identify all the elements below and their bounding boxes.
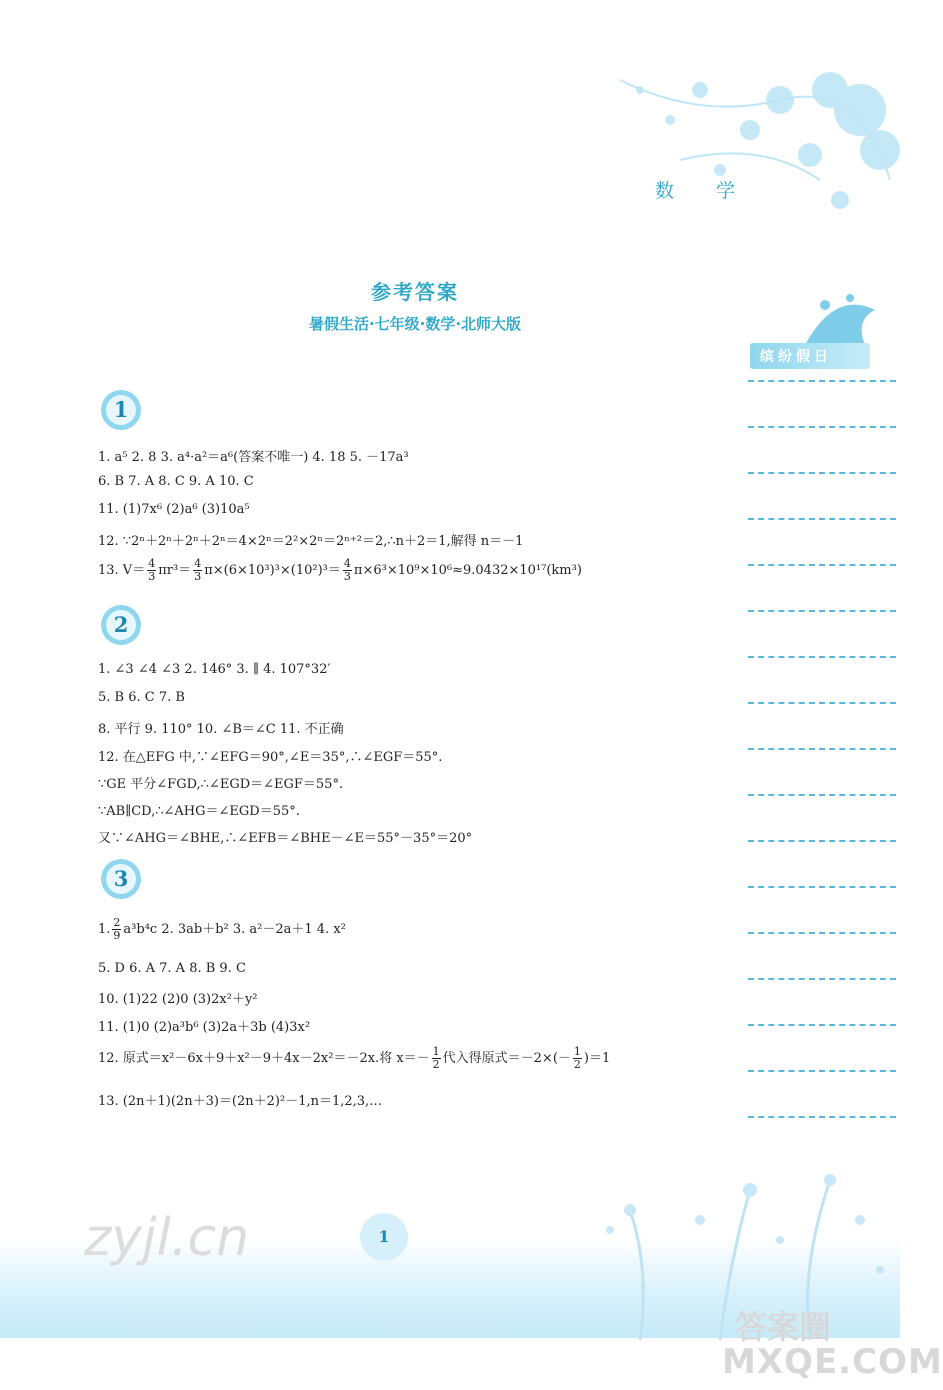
answer-text: πr³＝ bbox=[158, 563, 192, 578]
answer-text: π×(6×10³)³×(10²)³＝ bbox=[204, 563, 341, 578]
section-number: 3 bbox=[113, 866, 129, 891]
answer-line: 又∵∠AHG＝∠BHE,∴∠EFB＝∠BHE－∠E＝55°－35°＝20° bbox=[98, 831, 473, 846]
watermark-right-bottom: MXQE.COM bbox=[722, 1342, 943, 1382]
fraction-numerator: 1 bbox=[573, 1045, 581, 1058]
answer-line: ∵GE 平分∠FGD,∴∠EGD＝∠EGF＝55°. bbox=[98, 777, 344, 792]
note-line bbox=[748, 1070, 896, 1072]
fraction-denominator: 3 bbox=[343, 570, 351, 583]
note-line bbox=[748, 932, 896, 934]
page-number: 1 bbox=[378, 1227, 390, 1246]
answer-line: 13. (2n＋1)(2n＋3)＝(2n＋2)²－1,n＝1,2,3,… bbox=[98, 1094, 383, 1109]
note-line bbox=[748, 426, 896, 428]
fraction bbox=[573, 1046, 582, 1071]
answer-line: 6. B 7. A 8. C 9. A 10. C bbox=[98, 474, 254, 489]
fraction-numerator: 1 bbox=[432, 1045, 440, 1058]
note-line bbox=[748, 518, 896, 520]
fraction-numerator: 4 bbox=[194, 557, 202, 570]
note-line bbox=[748, 564, 896, 566]
answer-line: 5. D 6. A 7. A 8. B 9. C bbox=[98, 961, 246, 976]
sidebar-label-text: 缤纷假日 bbox=[760, 349, 832, 365]
answer-line: 8. 平行 9. 110° 10. ∠B＝∠C 11. 不正确 bbox=[98, 722, 344, 737]
splash-decoration bbox=[795, 290, 880, 350]
fraction bbox=[343, 558, 352, 583]
note-line bbox=[748, 656, 896, 658]
page-subtitle: 暑假生活·七年级·数学·北师大版 bbox=[308, 315, 522, 333]
fraction-denominator: 3 bbox=[148, 570, 156, 583]
watermark-left: zyjl.cn bbox=[84, 1208, 250, 1268]
answer-line: 1. ∠3 ∠4 ∠3 2. 146° 3. ∥ 4. 107°32′ bbox=[98, 662, 331, 677]
note-line bbox=[748, 978, 896, 980]
note-line bbox=[748, 702, 896, 704]
answer-line bbox=[98, 917, 346, 942]
section-badge-1 bbox=[100, 389, 142, 431]
answer-text: 1. bbox=[98, 922, 111, 937]
answer-line-13 bbox=[98, 558, 582, 583]
section-badge-2 bbox=[100, 604, 142, 646]
section-number: 1 bbox=[113, 397, 129, 422]
answer-line bbox=[98, 1046, 610, 1071]
answer-text: )＝1 bbox=[583, 1051, 611, 1066]
answer-line: 1. a⁵ 2. 8 3. a⁴·a²＝a⁶(答案不唯一) 4. 18 5. －17a³ bbox=[98, 450, 409, 465]
fraction bbox=[147, 558, 156, 583]
fraction bbox=[193, 558, 202, 583]
section-number: 2 bbox=[113, 612, 129, 637]
sidebar-label bbox=[750, 343, 870, 369]
fraction bbox=[112, 917, 121, 942]
fraction-numerator: 2 bbox=[113, 916, 121, 929]
answer-text: 代入得原式＝－2×(－ bbox=[442, 1051, 571, 1066]
answer-text: π×6³×10⁹×10⁶≈9.0432×10¹⁷(km³) bbox=[353, 563, 582, 578]
answer-line: 12. 在△EFG 中,∵∠EFG＝90°,∠E＝35°,∴∠EGF＝55°. bbox=[98, 750, 443, 765]
page-number-badge bbox=[360, 1213, 408, 1261]
fraction-numerator: 4 bbox=[148, 557, 156, 570]
note-line bbox=[748, 1116, 896, 1118]
answer-line: 12. ∵2ⁿ＋2ⁿ＋2ⁿ＋2ⁿ＝4×2ⁿ＝2²×2ⁿ＝2ⁿ⁺²＝2,∴n＋2＝1,解得 n＝－1 bbox=[98, 534, 524, 549]
answer-line: 5. B 6. C 7. B bbox=[98, 690, 185, 705]
answer-line: 11. (1)0 (2)a³b⁶ (3)2a＋3b (4)3x² bbox=[98, 1020, 311, 1035]
note-line bbox=[748, 1024, 896, 1026]
fraction-denominator: 3 bbox=[194, 570, 202, 583]
fraction-denominator: 9 bbox=[113, 929, 121, 942]
fraction-numerator: 4 bbox=[343, 557, 351, 570]
answer-text: 12. 原式＝x²－6x＋9＋x²－9＋4x－2x²＝－2x.将 x＝－ bbox=[98, 1051, 430, 1066]
answer-text: a³b⁴c 2. 3ab＋b² 3. a²－2a＋1 4. x² bbox=[123, 922, 346, 937]
answer-line: 10. (1)22 (2)0 (3)2x²＋y² bbox=[98, 992, 258, 1007]
fraction-denominator: 2 bbox=[573, 1058, 581, 1071]
note-line bbox=[748, 886, 896, 888]
note-line bbox=[748, 472, 896, 474]
note-line bbox=[748, 794, 896, 796]
subject-label: 数 学 bbox=[655, 180, 754, 202]
note-line bbox=[748, 380, 896, 382]
fraction bbox=[432, 1046, 441, 1071]
watermark-right-top: 答案圈 bbox=[735, 1308, 832, 1346]
answer-line: 11. (1)7x⁶ (2)a⁶ (3)10a⁵ bbox=[98, 502, 250, 517]
section-badge-3 bbox=[100, 858, 142, 900]
answer-line: ∵AB∥CD,∴∠AHG＝∠EGD＝55°. bbox=[98, 804, 300, 819]
note-line bbox=[748, 748, 896, 750]
page-title: 参考答案 bbox=[371, 280, 459, 304]
answer-text: 13. V＝ bbox=[98, 563, 146, 578]
note-line bbox=[748, 840, 896, 842]
note-line bbox=[748, 610, 896, 612]
fraction-denominator: 2 bbox=[432, 1058, 440, 1071]
